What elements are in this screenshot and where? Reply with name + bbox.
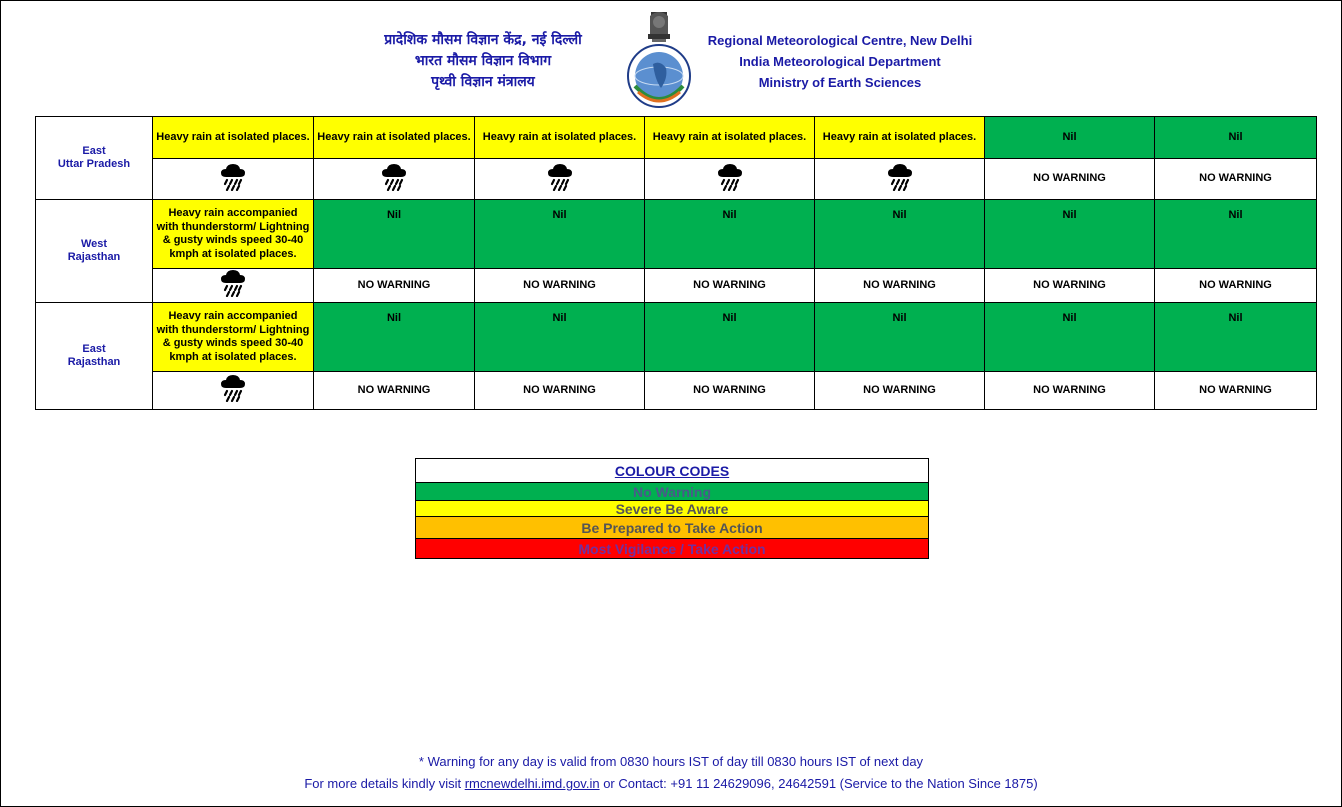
warning-icon-cell: [153, 269, 314, 303]
header-english-line-3: Ministry of Earth Sciences: [758, 75, 922, 90]
heavy-rain-icon: [887, 163, 913, 191]
contact-suffix: or Contact: +91 11 24629096, 24642591 (Service to the Nation Since 1875): [599, 776, 1038, 791]
warning-icon-cell: [153, 159, 314, 200]
region-name: [36, 117, 153, 200]
region-name-line-2: Rajasthan: [67, 251, 121, 263]
heavy-rain-icon: [717, 163, 743, 191]
legend-most-vigilance: Most Vigilance / Take Action: [416, 539, 929, 559]
nil-warning-cell: Nil: [1155, 200, 1317, 269]
header-hindi: [358, 30, 608, 93]
warning-text-cell: Heavy rain at isolated places.: [815, 117, 985, 159]
legend-title: COLOUR CODES: [416, 459, 929, 483]
region-name-line-1: West: [80, 237, 108, 250]
no-warning-label: NO WARNING: [815, 372, 985, 410]
warning-icon-cell: [475, 159, 645, 200]
header-english: [690, 30, 990, 93]
region-name-line-2: Rajasthan: [67, 356, 121, 368]
legend-be-prepared: Be Prepared to Take Action: [416, 517, 929, 539]
heavy-rain-icon: [220, 269, 246, 297]
warning-icon-cell: [815, 159, 985, 200]
nil-warning-cell: Nil: [985, 117, 1155, 159]
header-hindi-line-1: प्रादेशिक मौसम विज्ञान केंद्र, नई दिल्ली: [384, 32, 582, 48]
nil-warning-cell: Nil: [314, 303, 475, 372]
nil-warning-cell: Nil: [985, 303, 1155, 372]
region-name: [36, 303, 153, 410]
warning-text-cell: Heavy rain at isolated places.: [314, 117, 475, 159]
no-warning-label: NO WARNING: [645, 372, 815, 410]
warning-icon-cell: [153, 372, 314, 410]
no-warning-label: NO WARNING: [1155, 159, 1317, 200]
no-warning-label: NO WARNING: [475, 269, 645, 303]
heavy-rain-icon: [220, 374, 246, 402]
imd-emblem-logo: [624, 8, 694, 112]
header-english-line-1: Regional Meteorological Centre, New Delhi: [707, 33, 973, 48]
warning-text-cell: Heavy rain at isolated places.: [153, 117, 314, 159]
nil-warning-cell: Nil: [645, 200, 815, 269]
header-english-line-2: India Meteorological Department: [739, 54, 941, 69]
nil-warning-cell: Nil: [815, 200, 985, 269]
header-hindi-line-3: पृथ्वी विज्ञान मंत्रालय: [431, 74, 535, 90]
region-name-line-2: Uttar Pradesh: [57, 158, 131, 170]
region-name: [36, 200, 153, 303]
validity-note: * Warning for any day is valid from 0830 hours IST of day till 0830 hours IST of next day: [418, 754, 924, 769]
warning-text-cell: Heavy rain accompanied with thunderstorm/ Lightning & gusty winds speed 30-40 kmph at isolated places.: [153, 303, 314, 372]
nil-warning-cell: Nil: [815, 303, 985, 372]
header-hindi-line-2: भारत मौसम विज्ञान विभाग: [414, 53, 552, 69]
no-warning-label: NO WARNING: [1155, 372, 1317, 410]
contact-prefix: For more details kindly visit: [304, 776, 465, 791]
no-warning-label: NO WARNING: [815, 269, 985, 303]
legend-no-warning: No Warning: [416, 483, 929, 501]
contact-line: [0, 776, 1342, 791]
warning-text-cell: Heavy rain at isolated places.: [645, 117, 815, 159]
no-warning-label: NO WARNING: [314, 269, 475, 303]
warning-icon-cell: [645, 159, 815, 200]
warning-text-cell: Heavy rain accompanied with thunderstorm/ Lightning & gusty winds speed 30-40 kmph at isolated places.: [153, 200, 314, 269]
legend-severe-be-aware: Severe Be Aware: [416, 501, 929, 517]
no-warning-label: NO WARNING: [1155, 269, 1317, 303]
heavy-rain-icon: [220, 163, 246, 191]
nil-warning-cell: Nil: [314, 200, 475, 269]
warning-icon-cell: [314, 159, 475, 200]
region-name-line-1: East: [82, 342, 106, 355]
colour-codes-legend: [415, 458, 929, 559]
nil-warning-cell: Nil: [645, 303, 815, 372]
no-warning-label: NO WARNING: [985, 372, 1155, 410]
heavy-rain-icon: [547, 163, 573, 191]
nil-warning-cell: Nil: [985, 200, 1155, 269]
region-name-line-1: East: [82, 144, 106, 157]
nil-warning-cell: Nil: [1155, 303, 1317, 372]
nil-warning-cell: Nil: [475, 200, 645, 269]
rmc-website-link[interactable]: rmcnewdelhi.imd.gov.in: [464, 776, 600, 791]
no-warning-label: NO WARNING: [985, 269, 1155, 303]
nil-warning-cell: Nil: [1155, 117, 1317, 159]
no-warning-label: NO WARNING: [314, 372, 475, 410]
warning-text-cell: Heavy rain at isolated places.: [475, 117, 645, 159]
no-warning-label: NO WARNING: [645, 269, 815, 303]
no-warning-label: NO WARNING: [475, 372, 645, 410]
nil-warning-cell: Nil: [475, 303, 645, 372]
heavy-rain-icon: [381, 163, 407, 191]
district-warning-table: [35, 116, 1317, 410]
no-warning-label: NO WARNING: [985, 159, 1155, 200]
